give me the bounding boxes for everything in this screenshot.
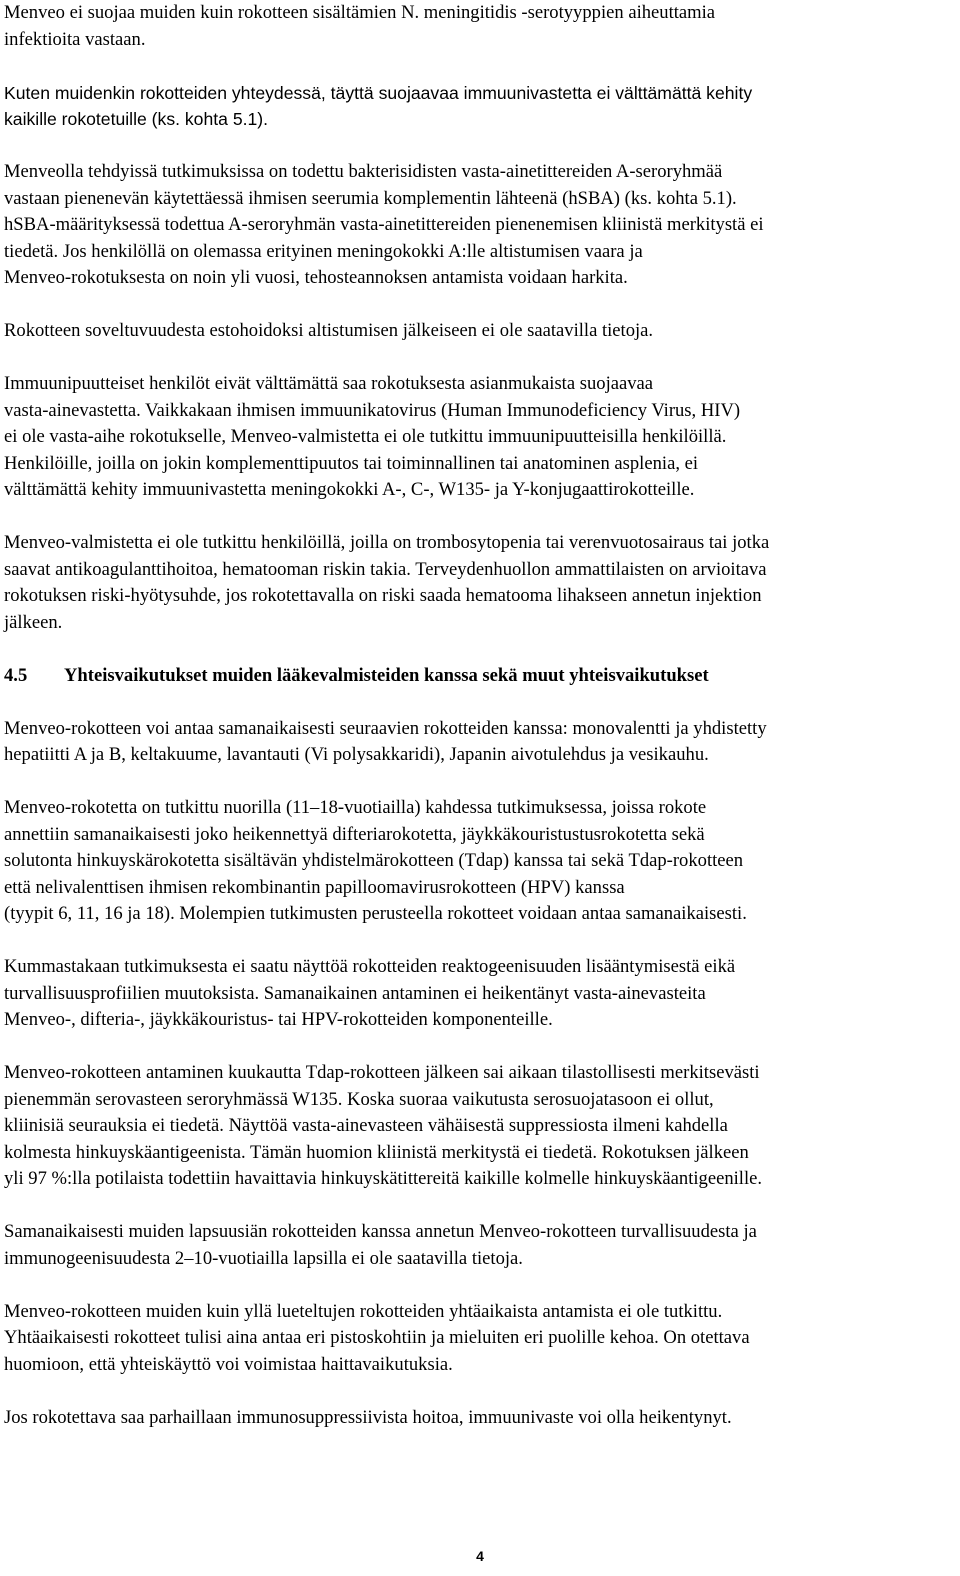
text-line: infektioita vastaan. [4, 28, 146, 50]
paragraph-childhood-vaccines [4, 1219, 956, 1272]
text-line: pienemmän serovasteen seroryhmässä W135. Koska suoraa vaikutusta serosuojatasoon ei ollut, [4, 1088, 714, 1110]
text-line: Menveo-, difteria-, jäykkäkouristus- tai HPV-rokotteiden komponenteille. [4, 1009, 553, 1030]
paragraph-hsba-findings [4, 159, 956, 292]
text-line: Kummastakaan tutkimuksesta ei saatu näyttöä rokotteiden reaktogeenisuuden lisääntymisestä eikä [4, 956, 736, 977]
text-line: kaikille rokotetuille (ks. kohta 5.1). [4, 109, 269, 129]
text-line: Jos rokotettava saa parhaillaan immunosuppressiivista hoitoa, immuunivaste voi olla heikentynyt. [4, 1406, 732, 1428]
text-line: hSBA-määrityksessä todettua A-seroryhmän vasta-ainetittereiden pienenemisen kliinistä merkitystä ei [4, 214, 764, 235]
text-line: rokotuksen riski-hyötysuhde, jos rokotettavalla on riski saada hematooma lihakseen annetun injektion [4, 585, 762, 606]
text-line: Menveo-rokotteen antaminen kuukautta Tdap-rokotteen jälkeen sai aikaan tilastollisesti merkitsevästi [4, 1062, 760, 1083]
text-line: vastaan pienenevän käytettäessä ihmisen seerumia komplementin lähteenä (hSBA) (ks. kohta 5.1). [4, 187, 737, 209]
text-line: että nelivalenttisen ihmisen rekombinantin papilloomavirusrokotteen (HPV) kanssa [4, 876, 625, 898]
paragraph-other-vaccines [4, 1299, 956, 1379]
paragraph-post-exposure [4, 318, 956, 345]
text-line: kliinisiä seurauksia ei tiedetä. Näyttöä vasta-ainevasteen vähäisestä suppressiosta ilmeni kahdella [4, 1115, 728, 1136]
text-line: jälkeen. [4, 611, 63, 633]
paragraph-immune-response [4, 80, 956, 133]
text-line: tiedetä. Jos henkilöllä on olemassa erityinen meningokokki A:lle altistumisen vaara ja [4, 240, 643, 262]
text-line: kolmesta hinkuyskäantigeenista. Tämän huomion kliinistä merkitystä ei tiedetä. Rokotuksen jälkeen [4, 1141, 749, 1163]
paragraph-immunodeficient [4, 371, 956, 504]
text-line: Yhtäaikaisesti rokotteet tulisi aina antaa eri pistoskohtiin ja mieluiten eri puolille kehoa. On otettava [4, 1327, 750, 1348]
text-line: huomioon, että yhteiskäyttö voi voimistaa haittavaikutuksia. [4, 1353, 453, 1375]
text-line: Menveo-valmistetta ei ole tutkittu henkilöillä, joilla on trombosytopenia tai verenvuotosairaus tai jotka [4, 532, 770, 553]
text-line: (tyypit 6, 11, 16 ja 18). Molempien tutkimusten perusteella rokotteet voidaan antaa samanaikaisesti. [4, 903, 747, 924]
paragraph-reactogenicity [4, 954, 956, 1034]
paragraph-tdap-sequence [4, 1060, 956, 1193]
text-line: Rokotteen soveltuvuudesta estohoidoksi altistumisen jälkeiseen ei ole saatavilla tietoja. [4, 320, 654, 341]
text-line: hepatiitti A ja B, keltakuume, lavantauti (Vi polysakkaridi), Japanin aivotulehdus ja vesikauhu. [4, 744, 709, 765]
paragraph-scope-note [4, 0, 956, 53]
text-line: Menveo-rokotteen muiden kuin yllä lueteltujen rokotteiden yhtäaikaista antamista ei ole tutkittu. [4, 1300, 723, 1322]
text-line: yli 97 %:lla potilaista todettiin havaittavia hinkuyskätittereitä kaikille kolmelle hinkuyskäantigeenille. [4, 1168, 763, 1189]
text-line: saavat antikoagulanttihoitoa, hematooman riskin takia. Terveydenhuollon ammattilaisten on arvioitava [4, 558, 767, 580]
text-line: Menveolla tehdyissä tutkimuksissa on todettu bakterisidisten vasta-ainetittereiden A-seroryhmää [4, 161, 723, 182]
text-line: välttämättä kehity immuunivastetta meningokokki A-, C-, W135- ja Y-konjugaattirokotteille. [4, 479, 695, 500]
section-title: Yhteisvaikutukset muiden lääkevalmisteiden kanssa sekä muut yhteisvaikutukset [64, 664, 709, 686]
text-line: Kuten muidenkin rokotteiden yhteydessä, täyttä suojaavaa immuunivastetta ei välttämättä kehity [4, 82, 753, 103]
text-line: immunogeenisuudesta 2–10-vuotiailla lapsilla ei ole saatavilla tietoja. [4, 1247, 523, 1269]
text-line: Immuunipuutteiset henkilöt eivät välttämättä saa rokotuksesta asianmukaista suojaavaa [4, 373, 654, 394]
text-line: vasta-ainevastetta. Vaikkakaan ihmisen immuunikatovirus (Human Immunodeficiency Virus, HIV) [4, 399, 741, 421]
text-line: solutonta hinkuyskärokotetta sisältävän yhdistelmärokotteen (Tdap) kanssa tai sekä Tdap-rokotteen [4, 850, 744, 871]
paragraph-thrombocytopenia [4, 530, 956, 636]
text-line: Menveo-rokotetta on tutkittu nuorilla (11–18-vuotiailla) kahdessa tutkimuksessa, joissa rokote [4, 797, 707, 818]
text-line: Samanaikaisesti muiden lapsuusiän rokotteiden kanssa annetun Menveo-rokotteen turvallisuudesta ja [4, 1221, 757, 1242]
document-page [4, 0, 956, 1431]
text-line: Menveo-rokotuksesta on noin yli vuosi, tehosteannoksen antamista voidaan harkita. [4, 267, 628, 288]
section-heading [4, 663, 956, 690]
text-line: Menveo ei suojaa muiden kuin rokotteen sisältämien N. meningitidis -serotyyppien aiheuttamia [4, 2, 716, 23]
text-line: ei ole vasta-aihe rokotukselle, Menveo-valmistetta ei ole tutkittu immuunipuutteisilla henkilöillä. [4, 426, 727, 447]
text-line: turvallisuusprofiilien muutoksista. Samanaikainen antaminen ei heikentänyt vasta-ainevasteita [4, 982, 706, 1004]
text-line: Henkilöille, joilla on jokin komplementtipuutos tai toiminnallinen tai anatominen asplenia, ei [4, 452, 699, 474]
text-line: Menveo-rokotteen voi antaa samanaikaisesti seuraavien rokotteiden kanssa: monovalentti ja yhdistetty [4, 717, 767, 739]
page-number: 4 [476, 1548, 484, 1564]
paragraph-concomitant-vaccines [4, 716, 956, 769]
paragraph-immunosuppressive [4, 1405, 956, 1432]
section-number: 4.5 [4, 664, 28, 686]
paragraph-adolescent-studies [4, 795, 956, 928]
text-line: annettiin samanaikaisesti joko heikennettyä difteriarokotetta, jäykkäkouristustusrokotetta sekä [4, 823, 705, 845]
